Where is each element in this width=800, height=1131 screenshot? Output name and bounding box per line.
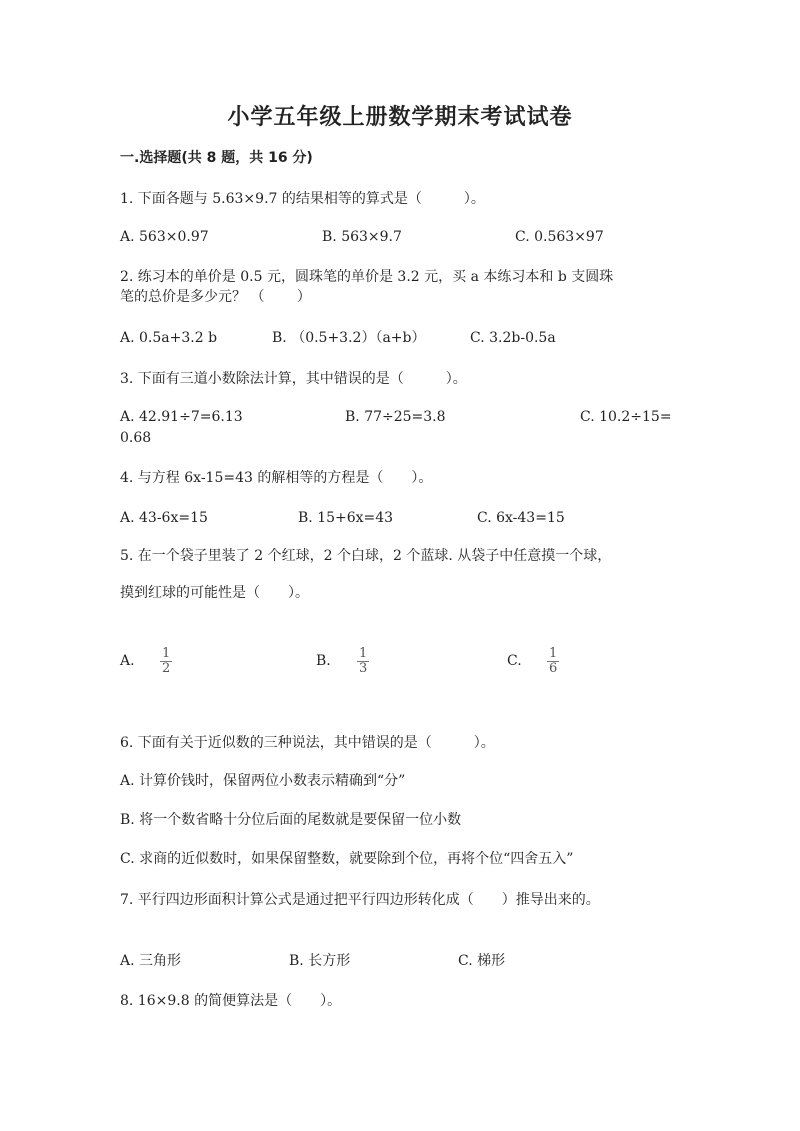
q4-option-c: C. 6x-43=15 [477,510,565,526]
q7-option-b: B. 长方形 [289,953,351,969]
q2-option-a: A. 0.5a+3.2 b [120,330,218,346]
q1-option-c: C. 0.563×97 [515,229,604,245]
q1-option-b: B. 563×9.7 [322,229,402,245]
q8-stem: 8. 16×9.8 的简便算法是（ ）。 [120,993,342,1009]
q4-option-b: B. 15+6x=43 [298,510,394,526]
q5-option-b: B. [316,653,331,669]
q2-option-c: C. 3.2b-0.5a [470,330,556,346]
q5-fraction-a [160,647,172,676]
denominator: 6 [549,661,558,676]
q2-stem-line1: 2. 练习本的单价是 0.5 元，圆珠笔的单价是 3.2 元，买 a 本练习本和 b 支圆珠 [120,269,614,285]
q7-option-a: A. 三角形 [120,953,182,969]
q1-stem: 1. 下面各题与 5.63×9.7 的结果相等的算式是（ ）。 [120,191,485,207]
q2-stem-line2: 笔的总价是多少元？ （ ） [120,289,311,305]
numerator: 1 [359,646,368,661]
q5-stem-line1: 5. 在一个袋子里装了 2 个红球，2 个白球，2 个蓝球. 从袋子中任意摸一个球， [120,548,612,564]
q5-stem-line2: 摸到红球的可能性是（ ）。 [120,585,309,601]
q5-fraction-b [357,647,369,676]
q6-option-c: C. 求商的近似数时，如果保留整数，就要除到个位，再将个位“四舍五入” [120,851,574,867]
q6-stem: 6. 下面有关于近似数的三种说法，其中错误的是（ ）。 [120,735,495,751]
section-heading: 一.选择题(共 8 题，共 16 分) [120,150,313,166]
numerator: 1 [549,646,558,661]
q2-option-b: B. （0.5+3.2）（a+b） [272,330,426,346]
q5-fraction-c [547,647,559,676]
q7-option-c: C. 梯形 [458,953,506,969]
q3-option-a: A. 42.91÷7=6.13 [120,409,243,425]
page-title: 小学五年级上册数学期末考试试卷 [227,104,573,130]
q4-option-a: A. 43-6x=15 [120,510,208,526]
q7-stem: 7. 平行四边形面积计算公式是通过把平行四边形转化成（ ）推导出来的。 [120,892,600,908]
denominator: 3 [359,661,368,676]
q3-stem: 3. 下面有三道小数除法计算，其中错误的是（ ）。 [120,371,467,387]
q3-option-c-wrap: 0.68 [120,430,152,446]
q4-stem: 4. 与方程 6x-15=43 的解相等的方程是（ ）。 [120,470,433,486]
q5-option-a: A. [120,653,135,669]
q5-option-c: C. [507,653,522,669]
q3-option-c: C. 10.2÷15= [580,409,672,425]
q3-option-b: B. 77÷25=3.8 [345,409,446,425]
denominator: 2 [162,661,171,676]
q6-option-a: A. 计算价钱时，保留两位小数表示精确到“分” [120,773,406,789]
numerator: 1 [162,646,171,661]
q6-option-b: B. 将一个数省略十分位后面的尾数就是要保留一位小数 [120,812,462,828]
q1-option-a: A. 563×0.97 [120,229,209,245]
